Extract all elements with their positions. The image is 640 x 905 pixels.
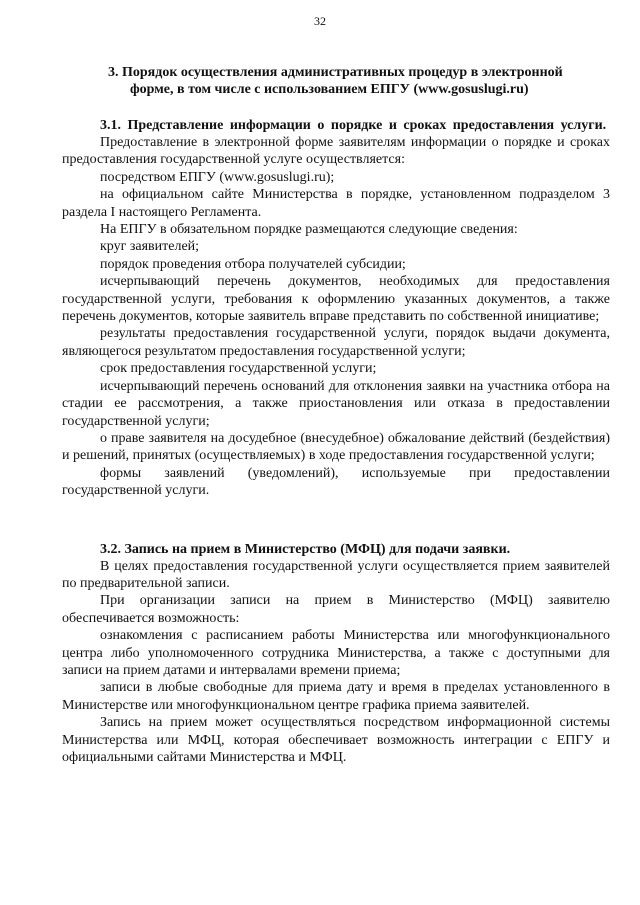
- list-item: круг заявителей;: [100, 239, 200, 255]
- section-heading-3-2: 3.2. Запись на прием в Министерство (МФЦ) для подачи заявки.: [100, 541, 511, 557]
- list-item: на официальном сайте Министерства в порядке, установленном подразделом 3 раздела I настоящего Регламента.: [62, 187, 610, 220]
- list-item: посредством ЕПГУ (www.gosuslugi.ru);: [100, 169, 335, 185]
- list-item: формы заявлений (уведомлений), используемые при предоставлении государственной услуги.: [62, 465, 610, 499]
- list-item: записи в любые свободные для приема дату и время в пределах установленного в Министерстве или многофункциональном центре графика приема заявителей.: [62, 680, 610, 713]
- page-number: 32: [314, 14, 326, 28]
- list-item: результаты предоставления государственной услуги, порядок выдачи документа, являющегося результатом предоставления государственной услуги;: [62, 326, 610, 359]
- list-item: исчерпывающий перечень оснований для отклонения заявки на участника отбора на стадии ее рассмотрения, а также приостановления или отказа в предоставлении государственной услуги;: [62, 378, 610, 429]
- list-item: срок предоставления государственной услуги;: [100, 361, 377, 377]
- section-heading-3-1: 3.1. Представление информации о порядке и сроках предоставления услуги.: [100, 118, 607, 133]
- paragraph: На ЕПГУ в обязательном порядке размещаются следующие сведения:: [100, 222, 518, 238]
- list-item: исчерпывающий перечень документов, необходимых для предоставления государственной услуги, требования к оформлению указанных документов, а также перечень документов, которые заявитель вправе представить по собственной инициативе;: [62, 274, 610, 325]
- list-item: о праве заявителя на досудебное (внесудебное) обжалование действий (бездействия) и решений, принятых (осуществляемых) в ходе предоставления государственной услуги;: [62, 430, 610, 464]
- section-3-2-body: [62, 558, 610, 767]
- chapter-heading-line-1: 3. Порядок осуществления административных процедур в электронной: [108, 65, 563, 80]
- list-item: ознакомления с расписанием работы Министерства или многофункционального центра либо уполномоченного сотрудника Министерства, а также с доступными для записи на прием датами и интервалами времени приема;: [62, 628, 610, 678]
- paragraph: Запись на прием может осуществляться посредством информационной системы Министерства или МФЦ, которая обеспечивает возможность интеграции с ЕПГУ и официальными сайтами Министерства и МФЦ.: [62, 715, 610, 765]
- paragraph: Предоставление в электронной форме заявителям информации о порядке и сроках предоставления государственной услуге осуществляется:: [62, 135, 610, 168]
- chapter-heading-line-2: форме, в том числе с использованием ЕПГУ (www.gosuslugi.ru): [130, 82, 529, 97]
- paragraph: При организации записи на прием в Министерство (МФЦ) заявителю обеспечивается возможность:: [62, 593, 610, 626]
- section-3-1-body: [62, 134, 610, 500]
- chapter-heading: [62, 64, 610, 98]
- paragraph: В целях предоставления государственной услуги осуществляется прием заявителей по предварительной записи.: [62, 558, 610, 591]
- document-body: [62, 64, 610, 766]
- list-item: порядок проведения отбора получателей субсидии;: [100, 256, 406, 272]
